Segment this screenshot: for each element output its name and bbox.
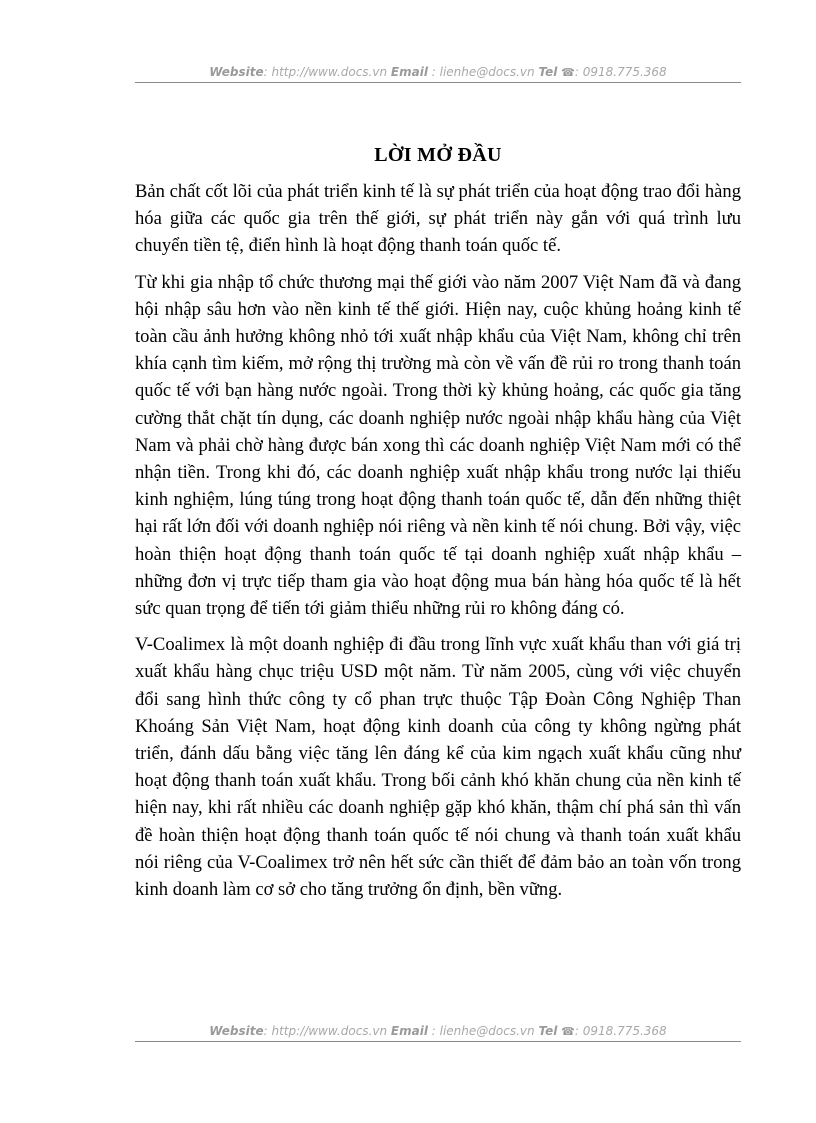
header-website-value: : http://www.docs.vn bbox=[263, 65, 388, 79]
header-website-label: Website bbox=[209, 65, 264, 79]
header-tel-value: : 0918.775.368 bbox=[574, 65, 667, 79]
phone-icon: ☎ bbox=[561, 1025, 575, 1038]
footer-email-label: Email bbox=[390, 1024, 428, 1038]
paragraph: V-Coalimex là một doanh nghiệp đi đầu trong lĩnh vực xuất khẩu than với giá trị xuất khẩu hàng chục triệu USD một năm. Từ năm 2005, cùng với việc chuyển đổi sang hình thức công ty cổ phan trực thuộc Tập Đoàn Công Nghiệp Than Khoáng Sản Việt Nam, hoạt động kinh doanh của công ty không ngừng phát triển, đánh dấu bằng việc tăng lên đáng kể của kim ngạch xuất khẩu cũng như hoạt động thanh toán xuất khẩu. Trong bối cảnh khó khăn chung của nền kinh tế hiện nay, khi rất nhiều các doanh nghiệp gặp khó khăn, thậm chí phá sản thì vấn đề hoàn thiện hoạt động thanh toán quốc tế nói chung và thanh toán xuất khẩu nói riêng của V-Coalimex trở nên hết sức cần thiết để đảm bảo an toàn vốn trong kinh doanh làm cơ sở cho tăng trưởng ổn định, bền vững. bbox=[135, 634, 741, 901]
page-footer bbox=[135, 1024, 741, 1038]
page-header bbox=[135, 65, 741, 79]
page-title: LỜI MỞ ĐẦU bbox=[374, 144, 502, 166]
header-divider bbox=[135, 82, 741, 83]
footer-tel-label: Tel bbox=[538, 1024, 558, 1038]
footer-tel-value: : 0918.775.368 bbox=[574, 1024, 667, 1038]
header-tel-label: Tel bbox=[538, 65, 558, 79]
footer-website-label: Website bbox=[209, 1024, 264, 1038]
header-email-value: : lienhe@docs.vn bbox=[431, 65, 535, 79]
paragraph: Bản chất cốt lõi của phát triển kinh tế là sự phát triển của hoạt động trao đổi hàng hóa giữa các quốc gia trên thế giới, sự phát triển này gắn với quá trình lưu chuyển tiền tệ, điển hình là hoạt động thanh toán quốc tế. bbox=[135, 181, 741, 257]
phone-icon: ☎ bbox=[561, 66, 575, 79]
footer-email-value: : lienhe@docs.vn bbox=[431, 1024, 535, 1038]
document-body bbox=[135, 178, 741, 912]
footer-divider bbox=[135, 1041, 741, 1042]
header-email-label: Email bbox=[390, 65, 428, 79]
footer-website-value: : http://www.docs.vn bbox=[263, 1024, 388, 1038]
paragraph: Từ khi gia nhập tổ chức thương mại thế giới vào năm 2007 Việt Nam đã và đang hội nhập sâu hơn vào nền kinh tế thế giới. Hiện nay, cuộc khủng hoảng kinh tế toàn cầu ảnh hưởng không nhỏ tới xuất nhập khẩu của Việt Nam, không chỉ trên khía cạnh tìm kiếm, mở rộng thị trường mà còn về vấn đề rủi ro trong thanh toán quốc tế với bạn hàng nước ngoài. Trong thời kỳ khủng hoảng, các quốc gia tăng cường thắt chặt tín dụng, các doanh nghiệp nước ngoài nhập khẩu hàng của Việt Nam và phải chờ hàng được bán xong thì các doanh nghiệp Việt Nam mới có thể nhận tiền. Trong khi đó, các doanh nghiệp xuất nhập khẩu trong nước lại thiếu kinh nghiệm, lúng túng trong hoạt động thanh toán quốc tế, dẫn đến những thiệt hại rất lớn đối với doanh nghiệp nói riêng và nền kinh tế nói chung. Bởi vậy, việc hoàn thiện hoạt động thanh toán quốc tế tại doanh nghiệp xuất nhập khẩu – những đơn vị trực tiếp tham gia vào hoạt động mua bán hàng hóa quốc tế là hết sức quan trọng để tiến tới giảm thiểu những rủi ro không đáng có. bbox=[135, 271, 741, 620]
